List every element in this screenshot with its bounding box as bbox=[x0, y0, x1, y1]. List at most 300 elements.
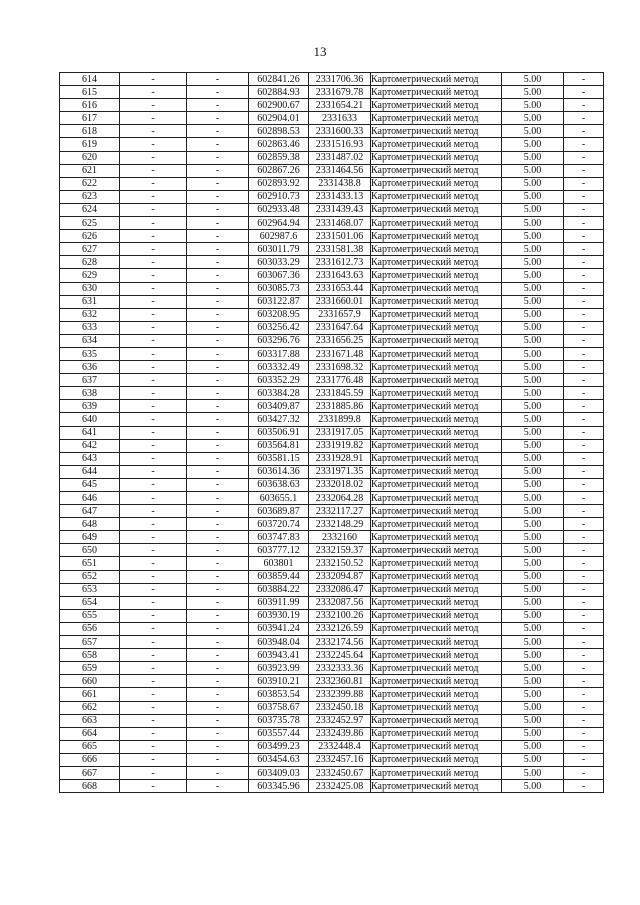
y-coordinate-cell: 2331845.59 bbox=[309, 387, 371, 400]
dash-cell: - bbox=[187, 73, 249, 86]
last-cell: - bbox=[564, 753, 604, 766]
table-row bbox=[60, 557, 604, 570]
method-cell: Картометрический метод bbox=[371, 439, 502, 452]
point-number-cell: 667 bbox=[60, 766, 120, 779]
dash-cell: - bbox=[120, 753, 187, 766]
table-row bbox=[60, 151, 604, 164]
table-row bbox=[60, 426, 604, 439]
y-coordinate-cell: 2332159.37 bbox=[309, 544, 371, 557]
table-row bbox=[60, 217, 604, 230]
y-coordinate-cell: 2332439.86 bbox=[309, 727, 371, 740]
point-number-cell: 623 bbox=[60, 190, 120, 203]
dash-cell: - bbox=[120, 86, 187, 99]
dash-cell: - bbox=[187, 308, 249, 321]
method-cell: Картометрический метод bbox=[371, 374, 502, 387]
y-coordinate-cell: 2331971.35 bbox=[309, 465, 371, 478]
dash-cell: - bbox=[187, 413, 249, 426]
dash-cell: - bbox=[120, 321, 187, 334]
point-number-cell: 662 bbox=[60, 701, 120, 714]
dash-cell: - bbox=[120, 413, 187, 426]
y-coordinate-cell: 2332360.81 bbox=[309, 675, 371, 688]
table-row bbox=[60, 452, 604, 465]
x-coordinate-cell: 603581.15 bbox=[249, 452, 309, 465]
dash-cell: - bbox=[120, 583, 187, 596]
last-cell: - bbox=[564, 73, 604, 86]
accuracy-cell: 5.00 bbox=[502, 164, 564, 177]
dash-cell: - bbox=[187, 86, 249, 99]
method-cell: Картометрический метод bbox=[371, 675, 502, 688]
point-number-cell: 617 bbox=[60, 112, 120, 125]
accuracy-cell: 5.00 bbox=[502, 688, 564, 701]
dash-cell: - bbox=[187, 164, 249, 177]
table-row bbox=[60, 740, 604, 753]
last-cell: - bbox=[564, 518, 604, 531]
accuracy-cell: 5.00 bbox=[502, 177, 564, 190]
accuracy-cell: 5.00 bbox=[502, 531, 564, 544]
dash-cell: - bbox=[120, 426, 187, 439]
x-coordinate-cell: 602841.26 bbox=[249, 73, 309, 86]
dash-cell: - bbox=[120, 125, 187, 138]
dash-cell: - bbox=[120, 217, 187, 230]
last-cell: - bbox=[564, 295, 604, 308]
method-cell: Картометрический метод bbox=[371, 596, 502, 609]
y-coordinate-cell: 2332064.28 bbox=[309, 492, 371, 505]
dash-cell: - bbox=[187, 740, 249, 753]
point-number-cell: 632 bbox=[60, 308, 120, 321]
point-number-cell: 644 bbox=[60, 465, 120, 478]
dash-cell: - bbox=[120, 73, 187, 86]
table-row bbox=[60, 727, 604, 740]
accuracy-cell: 5.00 bbox=[502, 125, 564, 138]
y-coordinate-cell: 2332450.18 bbox=[309, 701, 371, 714]
y-coordinate-cell: 2331439.43 bbox=[309, 203, 371, 216]
table-row bbox=[60, 688, 604, 701]
y-coordinate-cell: 2331660.01 bbox=[309, 295, 371, 308]
dash-cell: - bbox=[120, 636, 187, 649]
dash-cell: - bbox=[187, 727, 249, 740]
accuracy-cell: 5.00 bbox=[502, 518, 564, 531]
x-coordinate-cell: 602884.93 bbox=[249, 86, 309, 99]
method-cell: Картометрический метод bbox=[371, 387, 502, 400]
accuracy-cell: 5.00 bbox=[502, 492, 564, 505]
table-row bbox=[60, 662, 604, 675]
dash-cell: - bbox=[120, 387, 187, 400]
accuracy-cell: 5.00 bbox=[502, 112, 564, 125]
method-cell: Картометрический метод bbox=[371, 217, 502, 230]
last-cell: - bbox=[564, 125, 604, 138]
dash-cell: - bbox=[187, 570, 249, 583]
last-cell: - bbox=[564, 452, 604, 465]
accuracy-cell: 5.00 bbox=[502, 622, 564, 635]
dash-cell: - bbox=[187, 282, 249, 295]
x-coordinate-cell: 603923.99 bbox=[249, 662, 309, 675]
point-number-cell: 657 bbox=[60, 636, 120, 649]
method-cell: Картометрический метод bbox=[371, 662, 502, 675]
accuracy-cell: 5.00 bbox=[502, 596, 564, 609]
accuracy-cell: 5.00 bbox=[502, 347, 564, 360]
point-number-cell: 614 bbox=[60, 73, 120, 86]
point-number-cell: 619 bbox=[60, 138, 120, 151]
accuracy-cell: 5.00 bbox=[502, 649, 564, 662]
accuracy-cell: 5.00 bbox=[502, 675, 564, 688]
dash-cell: - bbox=[120, 112, 187, 125]
method-cell: Картометрический метод bbox=[371, 321, 502, 334]
y-coordinate-cell: 2331581.38 bbox=[309, 243, 371, 256]
point-number-cell: 629 bbox=[60, 269, 120, 282]
dash-cell: - bbox=[120, 256, 187, 269]
y-coordinate-cell: 2332160 bbox=[309, 531, 371, 544]
table-row bbox=[60, 505, 604, 518]
accuracy-cell: 5.00 bbox=[502, 740, 564, 753]
last-cell: - bbox=[564, 492, 604, 505]
dash-cell: - bbox=[120, 688, 187, 701]
table-row bbox=[60, 413, 604, 426]
last-cell: - bbox=[564, 714, 604, 727]
accuracy-cell: 5.00 bbox=[502, 269, 564, 282]
y-coordinate-cell: 2331647.64 bbox=[309, 321, 371, 334]
method-cell: Картометрический метод bbox=[371, 400, 502, 413]
table-row bbox=[60, 112, 604, 125]
dash-cell: - bbox=[120, 203, 187, 216]
table-row bbox=[60, 478, 604, 491]
table-row bbox=[60, 622, 604, 635]
table-row bbox=[60, 465, 604, 478]
point-number-cell: 621 bbox=[60, 164, 120, 177]
method-cell: Картометрический метод bbox=[371, 465, 502, 478]
dash-cell: - bbox=[120, 609, 187, 622]
point-number-cell: 633 bbox=[60, 321, 120, 334]
point-number-cell: 640 bbox=[60, 413, 120, 426]
dash-cell: - bbox=[187, 452, 249, 465]
table-row bbox=[60, 492, 604, 505]
table-row bbox=[60, 609, 604, 622]
point-number-cell: 653 bbox=[60, 583, 120, 596]
x-coordinate-cell: 602900.67 bbox=[249, 99, 309, 112]
accuracy-cell: 5.00 bbox=[502, 138, 564, 151]
method-cell: Картометрический метод bbox=[371, 727, 502, 740]
last-cell: - bbox=[564, 203, 604, 216]
method-cell: Картометрический метод bbox=[371, 452, 502, 465]
y-coordinate-cell: 2331706.36 bbox=[309, 73, 371, 86]
x-coordinate-cell: 603638.63 bbox=[249, 478, 309, 491]
method-cell: Картометрический метод bbox=[371, 714, 502, 727]
x-coordinate-cell: 603454.63 bbox=[249, 753, 309, 766]
dash-cell: - bbox=[187, 112, 249, 125]
point-number-cell: 665 bbox=[60, 740, 120, 753]
last-cell: - bbox=[564, 740, 604, 753]
accuracy-cell: 5.00 bbox=[502, 334, 564, 347]
table-row bbox=[60, 714, 604, 727]
x-coordinate-cell: 603801 bbox=[249, 557, 309, 570]
dash-cell: - bbox=[187, 426, 249, 439]
point-number-cell: 654 bbox=[60, 596, 120, 609]
accuracy-cell: 5.00 bbox=[502, 413, 564, 426]
table-row bbox=[60, 334, 604, 347]
point-number-cell: 638 bbox=[60, 387, 120, 400]
y-coordinate-cell: 2331698.32 bbox=[309, 361, 371, 374]
method-cell: Картометрический метод bbox=[371, 86, 502, 99]
y-coordinate-cell: 2332425.08 bbox=[309, 780, 371, 793]
table-row bbox=[60, 583, 604, 596]
method-cell: Картометрический метод bbox=[371, 531, 502, 544]
method-cell: Картометрический метод bbox=[371, 780, 502, 793]
method-cell: Картометрический метод bbox=[371, 295, 502, 308]
point-number-cell: 655 bbox=[60, 609, 120, 622]
table-row bbox=[60, 400, 604, 413]
dash-cell: - bbox=[187, 99, 249, 112]
dash-cell: - bbox=[187, 203, 249, 216]
table-row bbox=[60, 138, 604, 151]
table-row bbox=[60, 73, 604, 86]
accuracy-cell: 5.00 bbox=[502, 714, 564, 727]
last-cell: - bbox=[564, 269, 604, 282]
x-coordinate-cell: 603943.41 bbox=[249, 649, 309, 662]
table-row bbox=[60, 308, 604, 321]
dash-cell: - bbox=[187, 505, 249, 518]
y-coordinate-cell: 2331643.63 bbox=[309, 269, 371, 282]
point-number-cell: 618 bbox=[60, 125, 120, 138]
point-number-cell: 624 bbox=[60, 203, 120, 216]
dash-cell: - bbox=[187, 269, 249, 282]
dash-cell: - bbox=[187, 374, 249, 387]
dash-cell: - bbox=[120, 570, 187, 583]
y-coordinate-cell: 2331433.13 bbox=[309, 190, 371, 203]
accuracy-cell: 5.00 bbox=[502, 361, 564, 374]
y-coordinate-cell: 2331899.8 bbox=[309, 413, 371, 426]
method-cell: Картометрический метод bbox=[371, 177, 502, 190]
point-number-cell: 648 bbox=[60, 518, 120, 531]
method-cell: Картометрический метод bbox=[371, 125, 502, 138]
dash-cell: - bbox=[187, 622, 249, 635]
x-coordinate-cell: 603564.81 bbox=[249, 439, 309, 452]
method-cell: Картометрический метод bbox=[371, 138, 502, 151]
last-cell: - bbox=[564, 426, 604, 439]
x-coordinate-cell: 603011.79 bbox=[249, 243, 309, 256]
dash-cell: - bbox=[120, 347, 187, 360]
point-number-cell: 620 bbox=[60, 151, 120, 164]
last-cell: - bbox=[564, 780, 604, 793]
x-coordinate-cell: 602910.73 bbox=[249, 190, 309, 203]
last-cell: - bbox=[564, 636, 604, 649]
y-coordinate-cell: 2331612.73 bbox=[309, 256, 371, 269]
accuracy-cell: 5.00 bbox=[502, 570, 564, 583]
dash-cell: - bbox=[120, 649, 187, 662]
dash-cell: - bbox=[187, 361, 249, 374]
method-cell: Картометрический метод bbox=[371, 505, 502, 518]
table-row bbox=[60, 203, 604, 216]
last-cell: - bbox=[564, 177, 604, 190]
table-row bbox=[60, 531, 604, 544]
last-cell: - bbox=[564, 86, 604, 99]
accuracy-cell: 5.00 bbox=[502, 583, 564, 596]
x-coordinate-cell: 603720.74 bbox=[249, 518, 309, 531]
dash-cell: - bbox=[187, 387, 249, 400]
table-row bbox=[60, 701, 604, 714]
dash-cell: - bbox=[187, 675, 249, 688]
table-row bbox=[60, 282, 604, 295]
last-cell: - bbox=[564, 609, 604, 622]
dash-cell: - bbox=[120, 727, 187, 740]
method-cell: Картометрический метод bbox=[371, 583, 502, 596]
x-coordinate-cell: 603085.73 bbox=[249, 282, 309, 295]
x-coordinate-cell: 603122.87 bbox=[249, 295, 309, 308]
dash-cell: - bbox=[187, 649, 249, 662]
y-coordinate-cell: 2331468.07 bbox=[309, 217, 371, 230]
y-coordinate-cell: 2331653.44 bbox=[309, 282, 371, 295]
method-cell: Картометрический метод bbox=[371, 151, 502, 164]
table-row bbox=[60, 766, 604, 779]
table-row bbox=[60, 596, 604, 609]
x-coordinate-cell: 603735.78 bbox=[249, 714, 309, 727]
dash-cell: - bbox=[187, 544, 249, 557]
last-cell: - bbox=[564, 387, 604, 400]
y-coordinate-cell: 2332094.87 bbox=[309, 570, 371, 583]
dash-cell: - bbox=[120, 243, 187, 256]
accuracy-cell: 5.00 bbox=[502, 439, 564, 452]
table-row bbox=[60, 269, 604, 282]
dash-cell: - bbox=[120, 622, 187, 635]
dash-cell: - bbox=[120, 505, 187, 518]
dash-cell: - bbox=[120, 164, 187, 177]
accuracy-cell: 5.00 bbox=[502, 203, 564, 216]
point-number-cell: 664 bbox=[60, 727, 120, 740]
dash-cell: - bbox=[120, 230, 187, 243]
y-coordinate-cell: 2331885.86 bbox=[309, 400, 371, 413]
y-coordinate-cell: 2332126.59 bbox=[309, 622, 371, 635]
point-number-cell: 643 bbox=[60, 452, 120, 465]
y-coordinate-cell: 2331776.48 bbox=[309, 374, 371, 387]
dash-cell: - bbox=[120, 99, 187, 112]
dash-cell: - bbox=[120, 190, 187, 203]
method-cell: Картометрический метод bbox=[371, 361, 502, 374]
table-row bbox=[60, 243, 604, 256]
table-row bbox=[60, 387, 604, 400]
dash-cell: - bbox=[187, 714, 249, 727]
dash-cell: - bbox=[120, 374, 187, 387]
point-number-cell: 649 bbox=[60, 531, 120, 544]
dash-cell: - bbox=[187, 583, 249, 596]
point-number-cell: 659 bbox=[60, 662, 120, 675]
x-coordinate-cell: 603747.83 bbox=[249, 531, 309, 544]
point-number-cell: 645 bbox=[60, 478, 120, 491]
accuracy-cell: 5.00 bbox=[502, 321, 564, 334]
y-coordinate-cell: 2332333.36 bbox=[309, 662, 371, 675]
method-cell: Картометрический метод bbox=[371, 478, 502, 491]
method-cell: Картометрический метод bbox=[371, 426, 502, 439]
dash-cell: - bbox=[120, 138, 187, 151]
accuracy-cell: 5.00 bbox=[502, 190, 564, 203]
dash-cell: - bbox=[120, 740, 187, 753]
y-coordinate-cell: 2332457.16 bbox=[309, 753, 371, 766]
y-coordinate-cell: 2332117.27 bbox=[309, 505, 371, 518]
dash-cell: - bbox=[187, 701, 249, 714]
dash-cell: - bbox=[187, 256, 249, 269]
point-number-cell: 646 bbox=[60, 492, 120, 505]
y-coordinate-cell: 2332174.56 bbox=[309, 636, 371, 649]
dash-cell: - bbox=[120, 596, 187, 609]
x-coordinate-cell: 602964.94 bbox=[249, 217, 309, 230]
x-coordinate-cell: 603930.19 bbox=[249, 609, 309, 622]
y-coordinate-cell: 2332086.47 bbox=[309, 583, 371, 596]
last-cell: - bbox=[564, 164, 604, 177]
method-cell: Картометрический метод bbox=[371, 557, 502, 570]
accuracy-cell: 5.00 bbox=[502, 780, 564, 793]
dash-cell: - bbox=[187, 138, 249, 151]
table-row bbox=[60, 544, 604, 557]
method-cell: Картометрический метод bbox=[371, 636, 502, 649]
table-row bbox=[60, 780, 604, 793]
x-coordinate-cell: 603689.87 bbox=[249, 505, 309, 518]
method-cell: Картометрический метод bbox=[371, 701, 502, 714]
last-cell: - bbox=[564, 478, 604, 491]
y-coordinate-cell: 2331654.21 bbox=[309, 99, 371, 112]
last-cell: - bbox=[564, 662, 604, 675]
last-cell: - bbox=[564, 217, 604, 230]
y-coordinate-cell: 2331656.25 bbox=[309, 334, 371, 347]
method-cell: Картометрический метод bbox=[371, 492, 502, 505]
accuracy-cell: 5.00 bbox=[502, 217, 564, 230]
x-coordinate-cell: 603853.54 bbox=[249, 688, 309, 701]
table-row bbox=[60, 177, 604, 190]
table-row bbox=[60, 99, 604, 112]
table-row bbox=[60, 164, 604, 177]
last-cell: - bbox=[564, 557, 604, 570]
x-coordinate-cell: 603859.44 bbox=[249, 570, 309, 583]
x-coordinate-cell: 603911.99 bbox=[249, 596, 309, 609]
point-number-cell: 641 bbox=[60, 426, 120, 439]
dash-cell: - bbox=[187, 125, 249, 138]
last-cell: - bbox=[564, 413, 604, 426]
point-number-cell: 622 bbox=[60, 177, 120, 190]
dash-cell: - bbox=[120, 544, 187, 557]
dash-cell: - bbox=[187, 295, 249, 308]
x-coordinate-cell: 603033.29 bbox=[249, 256, 309, 269]
accuracy-cell: 5.00 bbox=[502, 766, 564, 779]
last-cell: - bbox=[564, 688, 604, 701]
last-cell: - bbox=[564, 230, 604, 243]
x-coordinate-cell: 603948.04 bbox=[249, 636, 309, 649]
dash-cell: - bbox=[120, 662, 187, 675]
point-number-cell: 650 bbox=[60, 544, 120, 557]
accuracy-cell: 5.00 bbox=[502, 151, 564, 164]
x-coordinate-cell: 602904.01 bbox=[249, 112, 309, 125]
method-cell: Картометрический метод bbox=[371, 282, 502, 295]
point-number-cell: 658 bbox=[60, 649, 120, 662]
dash-cell: - bbox=[120, 439, 187, 452]
table-row bbox=[60, 347, 604, 360]
point-number-cell: 636 bbox=[60, 361, 120, 374]
accuracy-cell: 5.00 bbox=[502, 99, 564, 112]
last-cell: - bbox=[564, 99, 604, 112]
last-cell: - bbox=[564, 347, 604, 360]
x-coordinate-cell: 603758.67 bbox=[249, 701, 309, 714]
accuracy-cell: 5.00 bbox=[502, 452, 564, 465]
last-cell: - bbox=[564, 465, 604, 478]
method-cell: Картометрический метод bbox=[371, 164, 502, 177]
point-number-cell: 630 bbox=[60, 282, 120, 295]
x-coordinate-cell: 603910.21 bbox=[249, 675, 309, 688]
method-cell: Картометрический метод bbox=[371, 570, 502, 583]
point-number-cell: 627 bbox=[60, 243, 120, 256]
dash-cell: - bbox=[120, 478, 187, 491]
x-coordinate-cell: 603655.1 bbox=[249, 492, 309, 505]
x-coordinate-cell: 603384.28 bbox=[249, 387, 309, 400]
x-coordinate-cell: 603067.36 bbox=[249, 269, 309, 282]
x-coordinate-cell: 603317.88 bbox=[249, 347, 309, 360]
dash-cell: - bbox=[120, 361, 187, 374]
accuracy-cell: 5.00 bbox=[502, 701, 564, 714]
dash-cell: - bbox=[120, 766, 187, 779]
